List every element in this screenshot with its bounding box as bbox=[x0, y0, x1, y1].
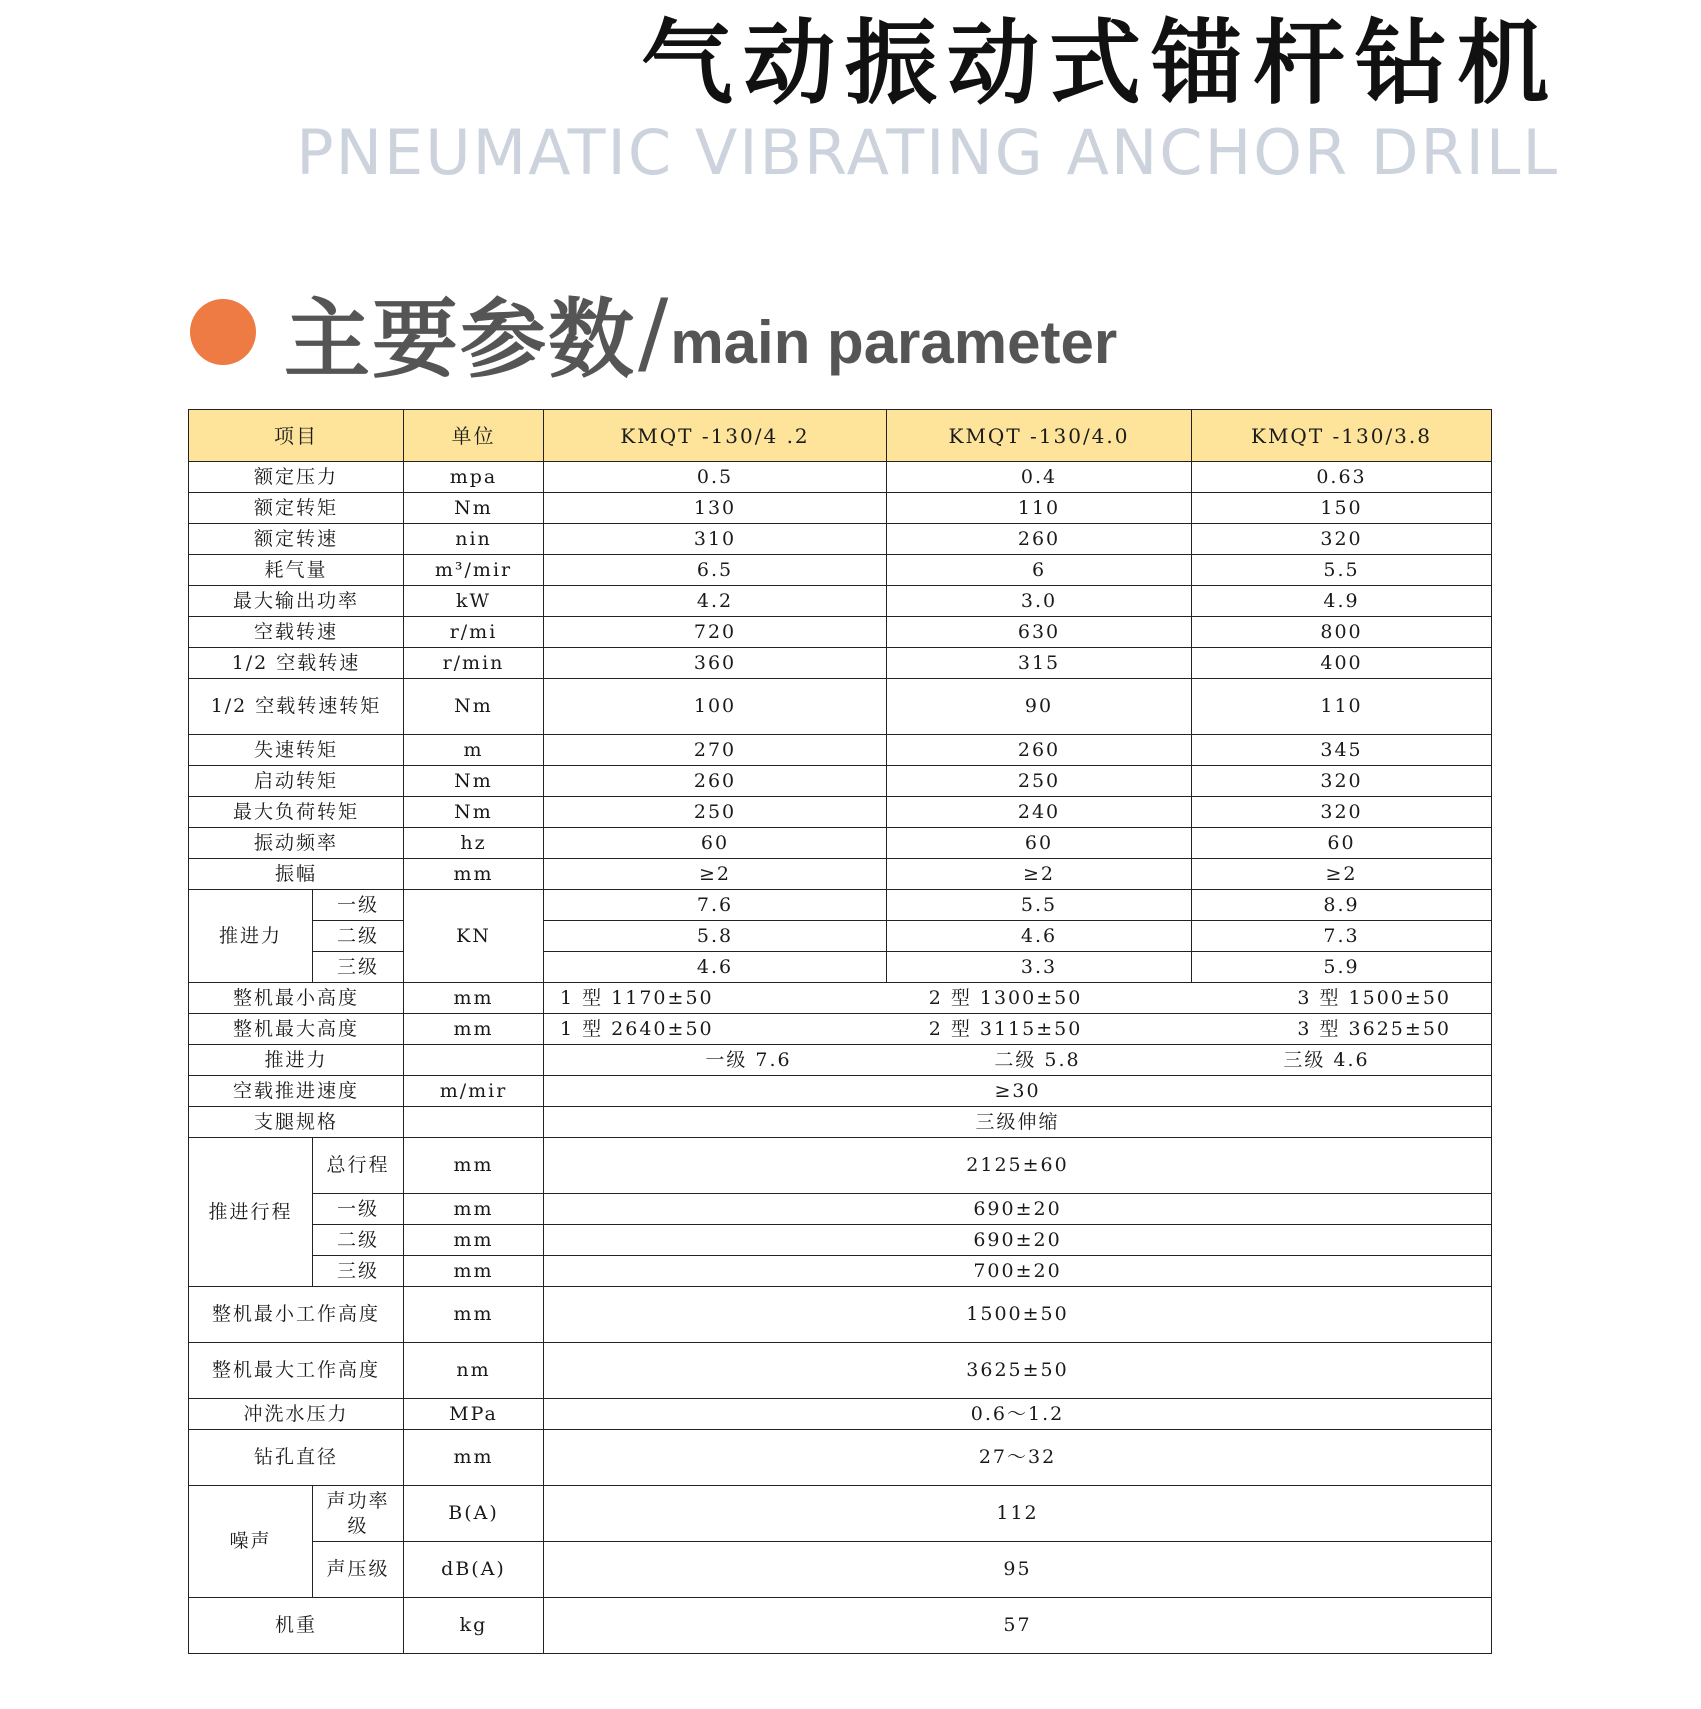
param-value: 4.6 bbox=[544, 952, 887, 983]
param-value: 8.9 bbox=[1192, 890, 1492, 921]
table-row bbox=[189, 555, 1492, 586]
header-cell-unit: 单位 bbox=[404, 410, 544, 462]
parameter-table bbox=[188, 409, 1492, 1654]
sub-label: 二级 bbox=[313, 921, 404, 952]
table-row bbox=[189, 1107, 1492, 1138]
param-unit: mm bbox=[404, 1225, 544, 1256]
param-unit: kW bbox=[404, 586, 544, 617]
param-label: 耗气量 bbox=[189, 555, 404, 586]
param-value: 260 bbox=[887, 524, 1192, 555]
param-unit: m³/mir bbox=[404, 555, 544, 586]
param-unit: r/mi bbox=[404, 617, 544, 648]
param-value: 112 bbox=[544, 1486, 1492, 1542]
table-row bbox=[189, 859, 1492, 890]
param-value: 6.5 bbox=[544, 555, 887, 586]
table-row bbox=[189, 1256, 1492, 1287]
table-row bbox=[189, 1138, 1492, 1194]
param-value: 3.0 bbox=[887, 586, 1192, 617]
table-row bbox=[189, 797, 1492, 828]
param-unit: kg bbox=[404, 1598, 544, 1654]
param-label: 最大输出功率 bbox=[189, 586, 404, 617]
param-unit bbox=[404, 1045, 544, 1076]
param-unit: mm bbox=[404, 1287, 544, 1343]
table-row bbox=[189, 1225, 1492, 1256]
param-value: 800 bbox=[1192, 617, 1492, 648]
table-row bbox=[189, 617, 1492, 648]
type-value: 1 型 1170±50 bbox=[560, 986, 714, 1009]
sub-label: 声压级 bbox=[313, 1542, 404, 1598]
table-row bbox=[189, 828, 1492, 859]
param-value: 90 bbox=[887, 679, 1192, 735]
param-unit: m bbox=[404, 735, 544, 766]
table-row bbox=[189, 493, 1492, 524]
param-unit: mm bbox=[404, 1194, 544, 1225]
table-row bbox=[189, 1076, 1492, 1107]
param-value: 100 bbox=[544, 679, 887, 735]
param-value-merged bbox=[544, 1045, 1492, 1076]
param-label: 1/2 空载转速 bbox=[189, 648, 404, 679]
table-row bbox=[189, 1542, 1492, 1598]
level-value: 三级 4.6 bbox=[1283, 1048, 1370, 1071]
param-label: 最大负荷转矩 bbox=[189, 797, 404, 828]
param-label: 整机最大高度 bbox=[189, 1014, 404, 1045]
param-label: 钻孔直径 bbox=[189, 1430, 404, 1486]
param-value-merged bbox=[544, 983, 1492, 1014]
param-label: 推进力 bbox=[189, 890, 313, 983]
table-row bbox=[189, 952, 1492, 983]
param-value: 三级伸缩 bbox=[544, 1107, 1492, 1138]
table-row bbox=[189, 1287, 1492, 1343]
header-cell-model: KMQT -130/4 .2 bbox=[544, 410, 887, 462]
param-unit: r/min bbox=[404, 648, 544, 679]
param-value: 360 bbox=[544, 648, 887, 679]
type-value: 3 型 3625±50 bbox=[1297, 1017, 1451, 1040]
param-value: 345 bbox=[1192, 735, 1492, 766]
param-unit: B(A) bbox=[404, 1486, 544, 1542]
param-unit: mm bbox=[404, 1430, 544, 1486]
param-unit: Nm bbox=[404, 493, 544, 524]
param-value: 260 bbox=[544, 766, 887, 797]
param-value-merged bbox=[544, 1014, 1492, 1045]
param-value: 250 bbox=[887, 766, 1192, 797]
param-value: 3625±50 bbox=[544, 1343, 1492, 1399]
param-value: 1500±50 bbox=[544, 1287, 1492, 1343]
param-label: 推进行程 bbox=[189, 1138, 313, 1287]
param-unit: MPa bbox=[404, 1399, 544, 1430]
param-value: ≥2 bbox=[1192, 859, 1492, 890]
type-value: 3 型 1500±50 bbox=[1297, 986, 1451, 1009]
param-value: 130 bbox=[544, 493, 887, 524]
param-label: 噪声 bbox=[189, 1486, 313, 1598]
param-value: 630 bbox=[887, 617, 1192, 648]
type-value: 2 型 1300±50 bbox=[928, 986, 1083, 1009]
param-value: 4.2 bbox=[544, 586, 887, 617]
param-unit: hz bbox=[404, 828, 544, 859]
param-label: 整机最小工作高度 bbox=[189, 1287, 404, 1343]
param-value: 60 bbox=[1192, 828, 1492, 859]
param-label: 振幅 bbox=[189, 859, 404, 890]
param-label: 启动转矩 bbox=[189, 766, 404, 797]
param-label: 额定压力 bbox=[189, 462, 404, 493]
param-value: 60 bbox=[887, 828, 1192, 859]
param-label: 额定转速 bbox=[189, 524, 404, 555]
param-label: 机重 bbox=[189, 1598, 404, 1654]
header-cell-model: KMQT -130/4.0 bbox=[887, 410, 1192, 462]
param-value: 700±20 bbox=[544, 1256, 1492, 1287]
param-value: ≥2 bbox=[544, 859, 887, 890]
param-value: 320 bbox=[1192, 766, 1492, 797]
param-value: 5.5 bbox=[887, 890, 1192, 921]
sub-label: 三级 bbox=[313, 1256, 404, 1287]
section-title-en: main parameter bbox=[670, 308, 1118, 376]
header-cell-item: 项目 bbox=[189, 410, 404, 462]
param-value: 150 bbox=[1192, 493, 1492, 524]
param-label: 冲洗水压力 bbox=[189, 1399, 404, 1430]
param-unit: Nm bbox=[404, 766, 544, 797]
param-value: 4.6 bbox=[887, 921, 1192, 952]
section-title-cn: 主要参数 bbox=[284, 290, 636, 390]
page-title: 气动振动式锚杆钻机 bbox=[640, 10, 1559, 117]
param-value: 2125±60 bbox=[544, 1138, 1492, 1194]
sub-label: 三级 bbox=[313, 952, 404, 983]
param-value: ≥2 bbox=[887, 859, 1192, 890]
param-value: 0.63 bbox=[1192, 462, 1492, 493]
sub-label: 一级 bbox=[313, 890, 404, 921]
table-row bbox=[189, 1014, 1492, 1045]
table-row bbox=[189, 1194, 1492, 1225]
table-row bbox=[189, 679, 1492, 735]
section-heading bbox=[190, 279, 1118, 390]
param-value: 60 bbox=[544, 828, 887, 859]
sub-label: 二级 bbox=[313, 1225, 404, 1256]
table-row bbox=[189, 1045, 1492, 1076]
param-value: 110 bbox=[1192, 679, 1492, 735]
param-value: 690±20 bbox=[544, 1194, 1492, 1225]
param-value: 4.9 bbox=[1192, 586, 1492, 617]
param-unit: Nm bbox=[404, 797, 544, 828]
param-value: 5.5 bbox=[1192, 555, 1492, 586]
param-unit: mm bbox=[404, 1014, 544, 1045]
table-row bbox=[189, 648, 1492, 679]
page-subtitle: PNEUMATIC VIBRATING ANCHOR DRILL bbox=[296, 116, 1559, 189]
param-label: 整机最小高度 bbox=[189, 983, 404, 1014]
param-value: 95 bbox=[544, 1542, 1492, 1598]
table-row bbox=[189, 766, 1492, 797]
param-unit: nm bbox=[404, 1343, 544, 1399]
param-unit: nin bbox=[404, 524, 544, 555]
param-unit bbox=[404, 1107, 544, 1138]
level-value: 一级 7.6 bbox=[705, 1048, 792, 1071]
table-row bbox=[189, 735, 1492, 766]
param-value: 250 bbox=[544, 797, 887, 828]
param-unit: m/mir bbox=[404, 1076, 544, 1107]
param-value: 315 bbox=[887, 648, 1192, 679]
param-unit: mpa bbox=[404, 462, 544, 493]
param-unit: mm bbox=[404, 983, 544, 1014]
param-label: 1/2 空载转速转矩 bbox=[189, 679, 404, 735]
table-row bbox=[189, 1598, 1492, 1654]
sub-label: 一级 bbox=[313, 1194, 404, 1225]
sub-label: 总行程 bbox=[313, 1138, 404, 1194]
param-label: 空载推进速度 bbox=[189, 1076, 404, 1107]
param-value: 5.8 bbox=[544, 921, 887, 952]
param-value: 6 bbox=[887, 555, 1192, 586]
level-value: 二级 5.8 bbox=[994, 1048, 1081, 1071]
param-label: 振动频率 bbox=[189, 828, 404, 859]
param-label: 额定转矩 bbox=[189, 493, 404, 524]
param-value: 27～32 bbox=[544, 1430, 1492, 1486]
sub-label: 声功率级 bbox=[313, 1486, 404, 1542]
param-value: 320 bbox=[1192, 797, 1492, 828]
table-row bbox=[189, 1486, 1492, 1542]
table-row bbox=[189, 1430, 1492, 1486]
param-unit: mm bbox=[404, 1138, 544, 1194]
param-value: 690±20 bbox=[544, 1225, 1492, 1256]
param-unit: dB(A) bbox=[404, 1542, 544, 1598]
param-value: 0.5 bbox=[544, 462, 887, 493]
param-unit: KN bbox=[404, 890, 544, 983]
param-value: 310 bbox=[544, 524, 887, 555]
param-value: 260 bbox=[887, 735, 1192, 766]
header-cell-model: KMQT -130/3.8 bbox=[1192, 410, 1492, 462]
param-value: 320 bbox=[1192, 524, 1492, 555]
param-value: 720 bbox=[544, 617, 887, 648]
param-value: 57 bbox=[544, 1598, 1492, 1654]
param-value: ≥30 bbox=[544, 1076, 1492, 1107]
bullet-dot-icon bbox=[190, 299, 256, 365]
table-row bbox=[189, 1343, 1492, 1399]
param-value: 0.6～1.2 bbox=[544, 1399, 1492, 1430]
param-unit: mm bbox=[404, 1256, 544, 1287]
param-value: 7.3 bbox=[1192, 921, 1492, 952]
param-unit: mm bbox=[404, 859, 544, 890]
table-row bbox=[189, 462, 1492, 493]
table-row bbox=[189, 921, 1492, 952]
section-title-separator: / bbox=[638, 279, 669, 385]
param-value: 270 bbox=[544, 735, 887, 766]
type-value: 2 型 3115±50 bbox=[928, 1017, 1083, 1040]
param-value: 110 bbox=[887, 493, 1192, 524]
type-value: 1 型 2640±50 bbox=[560, 1017, 714, 1040]
param-value: 7.6 bbox=[544, 890, 887, 921]
param-value: 240 bbox=[887, 797, 1192, 828]
table-row bbox=[189, 983, 1492, 1014]
table-row bbox=[189, 890, 1492, 921]
param-label: 支腿规格 bbox=[189, 1107, 404, 1138]
table-row bbox=[189, 586, 1492, 617]
param-value: 0.4 bbox=[887, 462, 1192, 493]
param-label: 空载转速 bbox=[189, 617, 404, 648]
param-value: 5.9 bbox=[1192, 952, 1492, 983]
param-value: 400 bbox=[1192, 648, 1492, 679]
table-header-row bbox=[189, 410, 1492, 462]
table-row bbox=[189, 524, 1492, 555]
param-label: 整机最大工作高度 bbox=[189, 1343, 404, 1399]
param-value: 3.3 bbox=[887, 952, 1192, 983]
param-label: 推进力 bbox=[189, 1045, 404, 1076]
param-unit: Nm bbox=[404, 679, 544, 735]
param-label: 失速转矩 bbox=[189, 735, 404, 766]
table-row bbox=[189, 1399, 1492, 1430]
